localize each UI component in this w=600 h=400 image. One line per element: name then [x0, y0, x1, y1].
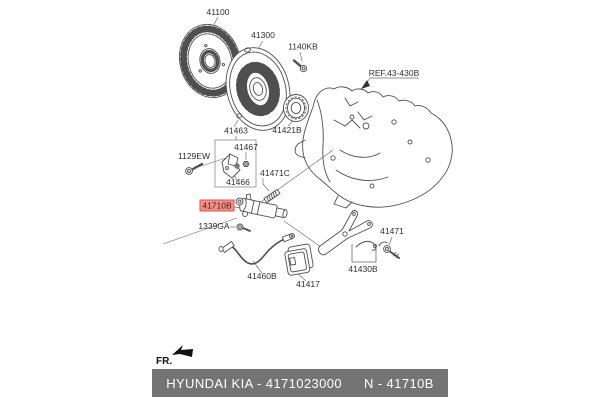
part-label-41710b[interactable]: 41710B	[202, 200, 232, 211]
release-bearing-drawing	[284, 95, 309, 122]
damper-drawing	[284, 244, 314, 276]
part-label-1140kb[interactable]: 1140KB	[288, 41, 318, 52]
part-label-1129ew[interactable]: 1129EW	[178, 151, 210, 161]
part-label-41430b[interactable]: 41430B	[348, 264, 378, 274]
fr-arrow-icon	[172, 345, 193, 357]
bolt-drawing-1140kb	[294, 61, 307, 72]
part-label-41417[interactable]: 41417	[296, 279, 320, 289]
maker-part-number: HYUNDAI KIA - 4171023000	[166, 375, 343, 391]
part-label-41463[interactable]: 41463	[224, 125, 248, 136]
pin-spring-drawing	[264, 189, 280, 202]
transmission-housing-drawing	[295, 87, 452, 208]
release-cylinder-drawing	[233, 192, 289, 225]
part-label-41100[interactable]: 41100	[206, 7, 230, 17]
reference-part-number: N - 41710B	[364, 375, 434, 391]
bolt-drawing-1339ga	[237, 224, 250, 231]
bolt-drawing-1129ew	[186, 164, 202, 174]
release-fork-drawing	[319, 211, 373, 255]
part-label-41466[interactable]: 41466	[226, 177, 250, 187]
part-label-41471[interactable]: 41471	[380, 226, 404, 236]
ref-arrow-icon	[361, 80, 370, 89]
fr-label: FR.	[156, 356, 173, 367]
part-label-41460b[interactable]: 41460B	[247, 271, 277, 281]
part-label-41471c[interactable]: 41471C	[260, 168, 290, 178]
wire-clip-drawing	[356, 241, 377, 250]
clutch-hose-drawing	[219, 234, 295, 264]
part-number-bar	[152, 369, 448, 397]
part-label-41467[interactable]: 41467	[234, 142, 258, 152]
highlighted-part-label-41710b[interactable]	[200, 200, 234, 211]
fork-group-bracket	[352, 244, 376, 262]
fr-indicator	[156, 345, 193, 367]
ref-label-43-430b[interactable]: REF.43-430B	[368, 68, 420, 78]
part-label-41300[interactable]: 41300	[251, 30, 275, 40]
part-label-1339ga[interactable]: 1339GA	[198, 221, 230, 231]
part-label-41421b[interactable]: 41421B	[272, 125, 302, 135]
